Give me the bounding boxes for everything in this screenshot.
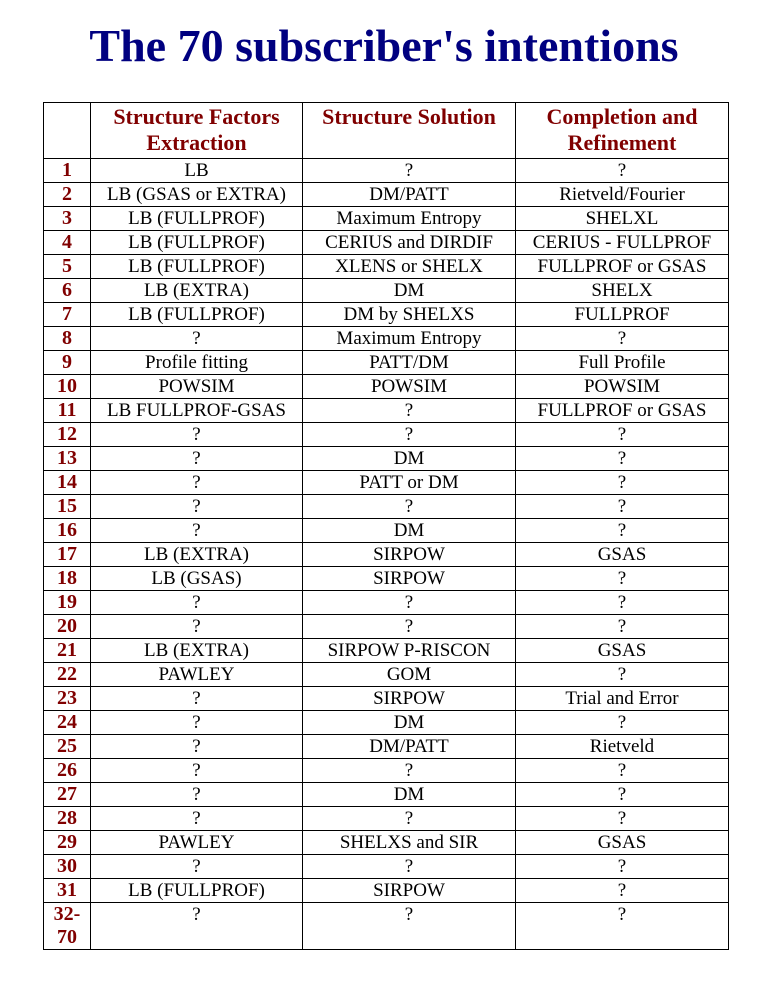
table-row [44, 279, 729, 303]
cell-refinement: FULLPROF or GSAS [516, 255, 729, 279]
cell-number: 28 [44, 807, 91, 831]
cell-extraction: LB (FULLPROF) [91, 255, 303, 279]
cell-number: 19 [44, 591, 91, 615]
cell-solution: GOM [303, 663, 516, 687]
cell-solution: SIRPOW [303, 567, 516, 591]
cell-refinement: ? [516, 663, 729, 687]
cell-refinement: ? [516, 159, 729, 183]
cell-refinement: FULLPROF [516, 303, 729, 327]
cell-extraction: LB (EXTRA) [91, 639, 303, 663]
cell-extraction: LB FULLPROF-GSAS [91, 399, 303, 423]
cell-number: 21 [44, 639, 91, 663]
header-extraction: Structure Factors Extraction [91, 103, 303, 159]
cell-number: 14 [44, 471, 91, 495]
cell-refinement: ? [516, 519, 729, 543]
cell-number: 13 [44, 447, 91, 471]
table-row [44, 615, 729, 639]
cell-number: 17 [44, 543, 91, 567]
table-row [44, 351, 729, 375]
table-row [44, 399, 729, 423]
cell-extraction: ? [91, 591, 303, 615]
header-solution: Structure Solution [303, 103, 516, 159]
cell-solution: SIRPOW [303, 543, 516, 567]
table-row [44, 543, 729, 567]
cell-solution: ? [303, 615, 516, 639]
cell-extraction: ? [91, 615, 303, 639]
cell-solution: XLENS or SHELX [303, 255, 516, 279]
cell-extraction: ? [91, 783, 303, 807]
cell-solution: ? [303, 903, 516, 950]
cell-number: 12 [44, 423, 91, 447]
cell-number: 2 [44, 183, 91, 207]
table-row [44, 855, 729, 879]
cell-refinement: GSAS [516, 543, 729, 567]
cell-refinement: ? [516, 783, 729, 807]
table-body [44, 159, 729, 950]
table-row [44, 255, 729, 279]
cell-number: 5 [44, 255, 91, 279]
cell-extraction: POWSIM [91, 375, 303, 399]
cell-number: 1 [44, 159, 91, 183]
table-row [44, 303, 729, 327]
cell-extraction: ? [91, 687, 303, 711]
cell-solution: SIRPOW [303, 687, 516, 711]
table-row [44, 807, 729, 831]
cell-extraction: ? [91, 711, 303, 735]
table-row [44, 447, 729, 471]
cell-extraction: LB (FULLPROF) [91, 207, 303, 231]
intentions-table [43, 102, 729, 950]
cell-number: 6 [44, 279, 91, 303]
cell-extraction: ? [91, 807, 303, 831]
cell-solution: Maximum Entropy [303, 327, 516, 351]
cell-number: 29 [44, 831, 91, 855]
cell-solution: DM [303, 447, 516, 471]
cell-extraction: LB (EXTRA) [91, 279, 303, 303]
cell-number: 25 [44, 735, 91, 759]
cell-number: 30 [44, 855, 91, 879]
cell-refinement: ? [516, 447, 729, 471]
cell-extraction: ? [91, 759, 303, 783]
cell-number: 10 [44, 375, 91, 399]
cell-refinement: SHELX [516, 279, 729, 303]
cell-extraction: ? [91, 327, 303, 351]
cell-refinement: ? [516, 495, 729, 519]
cell-number: 9 [44, 351, 91, 375]
table-row [44, 735, 729, 759]
cell-refinement: ? [516, 879, 729, 903]
cell-refinement: ? [516, 423, 729, 447]
cell-solution: Maximum Entropy [303, 207, 516, 231]
cell-number: 15 [44, 495, 91, 519]
cell-extraction: ? [91, 495, 303, 519]
cell-refinement: ? [516, 807, 729, 831]
cell-refinement: ? [516, 591, 729, 615]
cell-number: 23 [44, 687, 91, 711]
cell-solution: DM [303, 519, 516, 543]
cell-number: 22 [44, 663, 91, 687]
cell-extraction: ? [91, 471, 303, 495]
cell-solution: ? [303, 399, 516, 423]
cell-extraction: LB (FULLPROF) [91, 879, 303, 903]
cell-solution: SHELXS and SIR [303, 831, 516, 855]
cell-extraction: ? [91, 903, 303, 950]
header-number [44, 103, 91, 159]
table-row [44, 759, 729, 783]
table-row [44, 207, 729, 231]
cell-refinement: Trial and Error [516, 687, 729, 711]
cell-number: 20 [44, 615, 91, 639]
cell-solution: POWSIM [303, 375, 516, 399]
table-row [44, 663, 729, 687]
cell-solution: ? [303, 423, 516, 447]
cell-refinement: ? [516, 903, 729, 950]
cell-number: 24 [44, 711, 91, 735]
cell-number: 18 [44, 567, 91, 591]
cell-number: 26 [44, 759, 91, 783]
cell-refinement: FULLPROF or GSAS [516, 399, 729, 423]
cell-number: 7 [44, 303, 91, 327]
cell-refinement: GSAS [516, 831, 729, 855]
table-row [44, 591, 729, 615]
cell-extraction: PAWLEY [91, 663, 303, 687]
table-row [44, 831, 729, 855]
table-row [44, 687, 729, 711]
cell-solution: ? [303, 855, 516, 879]
cell-refinement: ? [516, 471, 729, 495]
cell-extraction: ? [91, 423, 303, 447]
cell-extraction: LB [91, 159, 303, 183]
table-row [44, 639, 729, 663]
cell-extraction: PAWLEY [91, 831, 303, 855]
cell-solution: ? [303, 159, 516, 183]
table-row [44, 183, 729, 207]
cell-refinement: ? [516, 711, 729, 735]
cell-solution: PATT/DM [303, 351, 516, 375]
cell-refinement: Rietveld [516, 735, 729, 759]
cell-solution: PATT or DM [303, 471, 516, 495]
table-row [44, 903, 729, 950]
cell-refinement: ? [516, 759, 729, 783]
cell-refinement: ? [516, 327, 729, 351]
cell-solution: ? [303, 591, 516, 615]
table-row [44, 519, 729, 543]
cell-solution: DM [303, 711, 516, 735]
cell-solution: DM [303, 279, 516, 303]
table-row [44, 423, 729, 447]
cell-refinement: ? [516, 567, 729, 591]
table-row [44, 375, 729, 399]
cell-number: 16 [44, 519, 91, 543]
cell-extraction: LB (FULLPROF) [91, 303, 303, 327]
cell-extraction: LB (GSAS or EXTRA) [91, 183, 303, 207]
table-row [44, 471, 729, 495]
cell-number: 3 [44, 207, 91, 231]
cell-refinement: GSAS [516, 639, 729, 663]
cell-solution: DM/PATT [303, 183, 516, 207]
table-header-row [44, 103, 729, 159]
cell-refinement: Rietveld/Fourier [516, 183, 729, 207]
cell-solution: DM/PATT [303, 735, 516, 759]
cell-number: 11 [44, 399, 91, 423]
table-row [44, 711, 729, 735]
table-row [44, 783, 729, 807]
cell-number: 31 [44, 879, 91, 903]
cell-number: 27 [44, 783, 91, 807]
cell-solution: DM by SHELXS [303, 303, 516, 327]
cell-extraction: LB (EXTRA) [91, 543, 303, 567]
cell-solution: SIRPOW P-RISCON [303, 639, 516, 663]
cell-number: 4 [44, 231, 91, 255]
cell-refinement: ? [516, 615, 729, 639]
cell-extraction: ? [91, 447, 303, 471]
cell-solution: ? [303, 759, 516, 783]
cell-solution: ? [303, 495, 516, 519]
cell-extraction: ? [91, 855, 303, 879]
cell-extraction: LB (GSAS) [91, 567, 303, 591]
table-row [44, 567, 729, 591]
cell-extraction: LB (FULLPROF) [91, 231, 303, 255]
cell-number: 8 [44, 327, 91, 351]
table-row [44, 495, 729, 519]
cell-refinement: ? [516, 855, 729, 879]
cell-extraction: Profile fitting [91, 351, 303, 375]
cell-refinement: CERIUS - FULLPROF [516, 231, 729, 255]
page-title: The 70 subscriber's intentions [89, 20, 679, 71]
table-row [44, 159, 729, 183]
cell-number: 32-70 [44, 903, 91, 950]
table-row [44, 327, 729, 351]
cell-solution: SIRPOW [303, 879, 516, 903]
cell-refinement: Full Profile [516, 351, 729, 375]
cell-solution: DM [303, 783, 516, 807]
cell-solution: CERIUS and DIRDIF [303, 231, 516, 255]
cell-refinement: SHELXL [516, 207, 729, 231]
table-row [44, 231, 729, 255]
cell-solution: ? [303, 807, 516, 831]
header-refinement: Completion and Refinement [516, 103, 729, 159]
cell-refinement: POWSIM [516, 375, 729, 399]
cell-extraction: ? [91, 735, 303, 759]
table-row [44, 879, 729, 903]
cell-extraction: ? [91, 519, 303, 543]
